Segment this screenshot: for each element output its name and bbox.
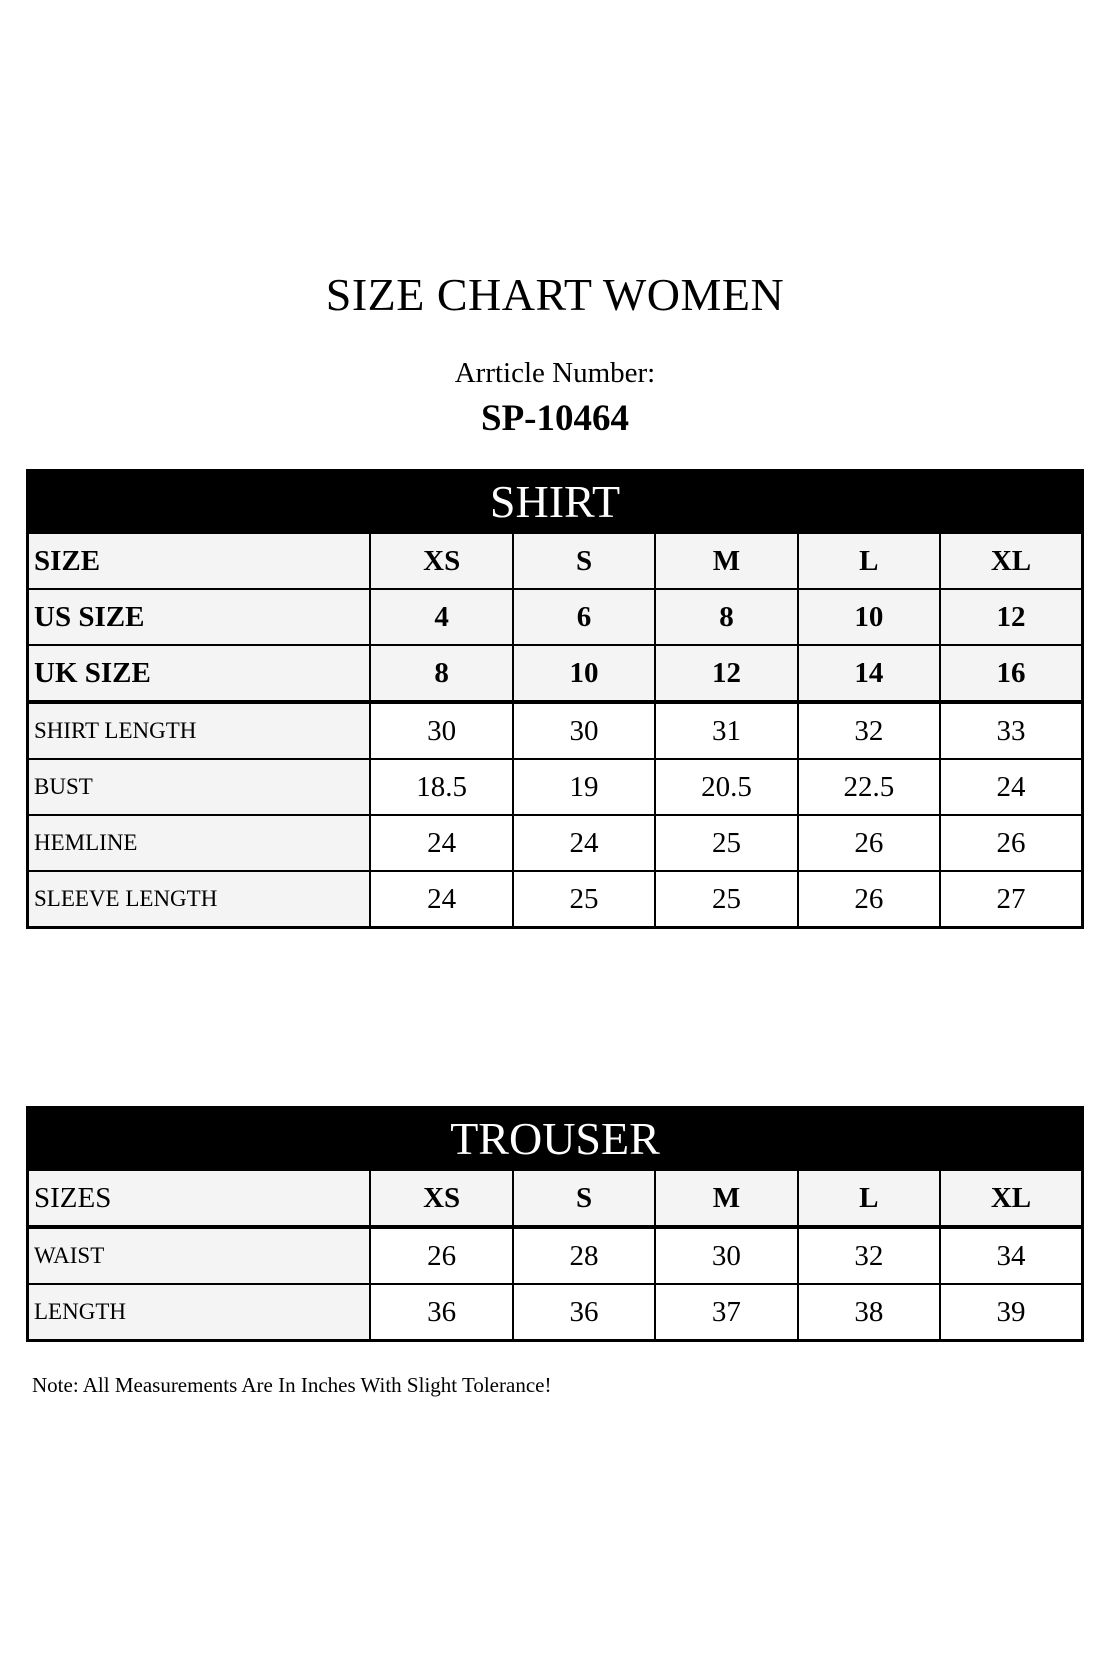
trouser-measurement-cell: 26 bbox=[370, 1227, 512, 1284]
trouser-header-cell: L bbox=[798, 1170, 940, 1227]
trouser-size-table bbox=[26, 1106, 1084, 1342]
shirt-header-cell: 10 bbox=[513, 645, 655, 702]
shirt-header-cell: 8 bbox=[370, 645, 512, 702]
trouser-measurement-cell: 34 bbox=[940, 1227, 1082, 1284]
shirt-header-row bbox=[28, 589, 1083, 645]
shirt-measurement-label: SHIRT LENGTH bbox=[28, 702, 371, 759]
shirt-table-body bbox=[28, 533, 1083, 928]
shirt-header-cell: XS bbox=[370, 533, 512, 589]
shirt-header-cell: 8 bbox=[655, 589, 797, 645]
shirt-measurement-cell: 30 bbox=[370, 702, 512, 759]
shirt-header-cell: 4 bbox=[370, 589, 512, 645]
trouser-measurement-row bbox=[28, 1284, 1083, 1341]
trouser-measurement-cell: 36 bbox=[513, 1284, 655, 1341]
trouser-measurement-label: WAIST bbox=[28, 1227, 371, 1284]
trouser-table-body bbox=[28, 1170, 1083, 1341]
shirt-header-cell: M bbox=[655, 533, 797, 589]
shirt-measurement-cell: 24 bbox=[370, 871, 512, 928]
trouser-measurement-cell: 37 bbox=[655, 1284, 797, 1341]
shirt-measurement-row bbox=[28, 815, 1083, 871]
trouser-measurement-cell: 39 bbox=[940, 1284, 1082, 1341]
article-number-value: SP-10464 bbox=[481, 398, 629, 439]
shirt-measurement-cell: 31 bbox=[655, 702, 797, 759]
shirt-measurement-cell: 24 bbox=[370, 815, 512, 871]
shirt-measurement-cell: 24 bbox=[513, 815, 655, 871]
trouser-measurement-label: LENGTH bbox=[28, 1284, 371, 1341]
shirt-measurement-cell: 32 bbox=[798, 702, 940, 759]
trouser-measurement-cell: 28 bbox=[513, 1227, 655, 1284]
shirt-header-row bbox=[28, 645, 1083, 702]
trouser-table-heading: TROUSER bbox=[28, 1108, 1083, 1171]
shirt-measurement-cell: 18.5 bbox=[370, 759, 512, 815]
shirt-measurement-cell: 25 bbox=[655, 815, 797, 871]
shirt-header-cell: 6 bbox=[513, 589, 655, 645]
shirt-measurement-cell: 33 bbox=[940, 702, 1082, 759]
shirt-header-row bbox=[28, 533, 1083, 589]
shirt-size-table bbox=[26, 469, 1084, 929]
trouser-measurement-cell: 38 bbox=[798, 1284, 940, 1341]
shirt-measurement-cell: 26 bbox=[798, 815, 940, 871]
trouser-measurement-cell: 30 bbox=[655, 1227, 797, 1284]
shirt-measurement-row bbox=[28, 759, 1083, 815]
shirt-measurement-cell: 25 bbox=[655, 871, 797, 928]
page-title: SIZE CHART WOMEN bbox=[325, 269, 785, 320]
shirt-measurement-cell: 25 bbox=[513, 871, 655, 928]
shirt-measurement-cell: 24 bbox=[940, 759, 1082, 815]
shirt-measurement-cell: 27 bbox=[940, 871, 1082, 928]
trouser-measurement-row bbox=[28, 1227, 1083, 1284]
shirt-measurement-cell: 26 bbox=[798, 871, 940, 928]
shirt-header-cell: 12 bbox=[940, 589, 1082, 645]
shirt-measurement-label: SLEEVE LENGTH bbox=[28, 871, 371, 928]
trouser-header-cell: S bbox=[513, 1170, 655, 1227]
shirt-header-cell: 12 bbox=[655, 645, 797, 702]
shirt-measurement-cell: 30 bbox=[513, 702, 655, 759]
shirt-header-cell: 10 bbox=[798, 589, 940, 645]
shirt-measurement-label: BUST bbox=[28, 759, 371, 815]
shirt-table-heading: SHIRT bbox=[28, 471, 1083, 534]
trouser-measurement-cell: 36 bbox=[370, 1284, 512, 1341]
measurement-note: Note: All Measurements Are In Inches With Slight Tolerance! bbox=[32, 1373, 552, 1397]
shirt-measurement-row bbox=[28, 871, 1083, 928]
shirt-measurement-cell: 26 bbox=[940, 815, 1082, 871]
shirt-measurement-row bbox=[28, 702, 1083, 759]
shirt-header-cell: 16 bbox=[940, 645, 1082, 702]
shirt-header-cell: L bbox=[798, 533, 940, 589]
shirt-header-cell: 14 bbox=[798, 645, 940, 702]
shirt-header-label: UK SIZE bbox=[28, 645, 371, 702]
trouser-header-cell: M bbox=[655, 1170, 797, 1227]
trouser-measurement-cell: 32 bbox=[798, 1227, 940, 1284]
shirt-header-cell: S bbox=[513, 533, 655, 589]
trouser-header-row bbox=[28, 1170, 1083, 1227]
shirt-measurement-cell: 22.5 bbox=[798, 759, 940, 815]
shirt-measurement-label: HEMLINE bbox=[28, 815, 371, 871]
shirt-measurement-cell: 19 bbox=[513, 759, 655, 815]
shirt-header-cell: XL bbox=[940, 533, 1082, 589]
trouser-header-label: SIZES bbox=[28, 1170, 371, 1227]
shirt-header-label: SIZE bbox=[28, 533, 371, 589]
shirt-measurement-cell: 20.5 bbox=[655, 759, 797, 815]
trouser-header-cell: XL bbox=[940, 1170, 1082, 1227]
shirt-header-label: US SIZE bbox=[28, 589, 371, 645]
trouser-header-cell: XS bbox=[370, 1170, 512, 1227]
article-number-label: Arrticle Number: bbox=[454, 357, 656, 389]
